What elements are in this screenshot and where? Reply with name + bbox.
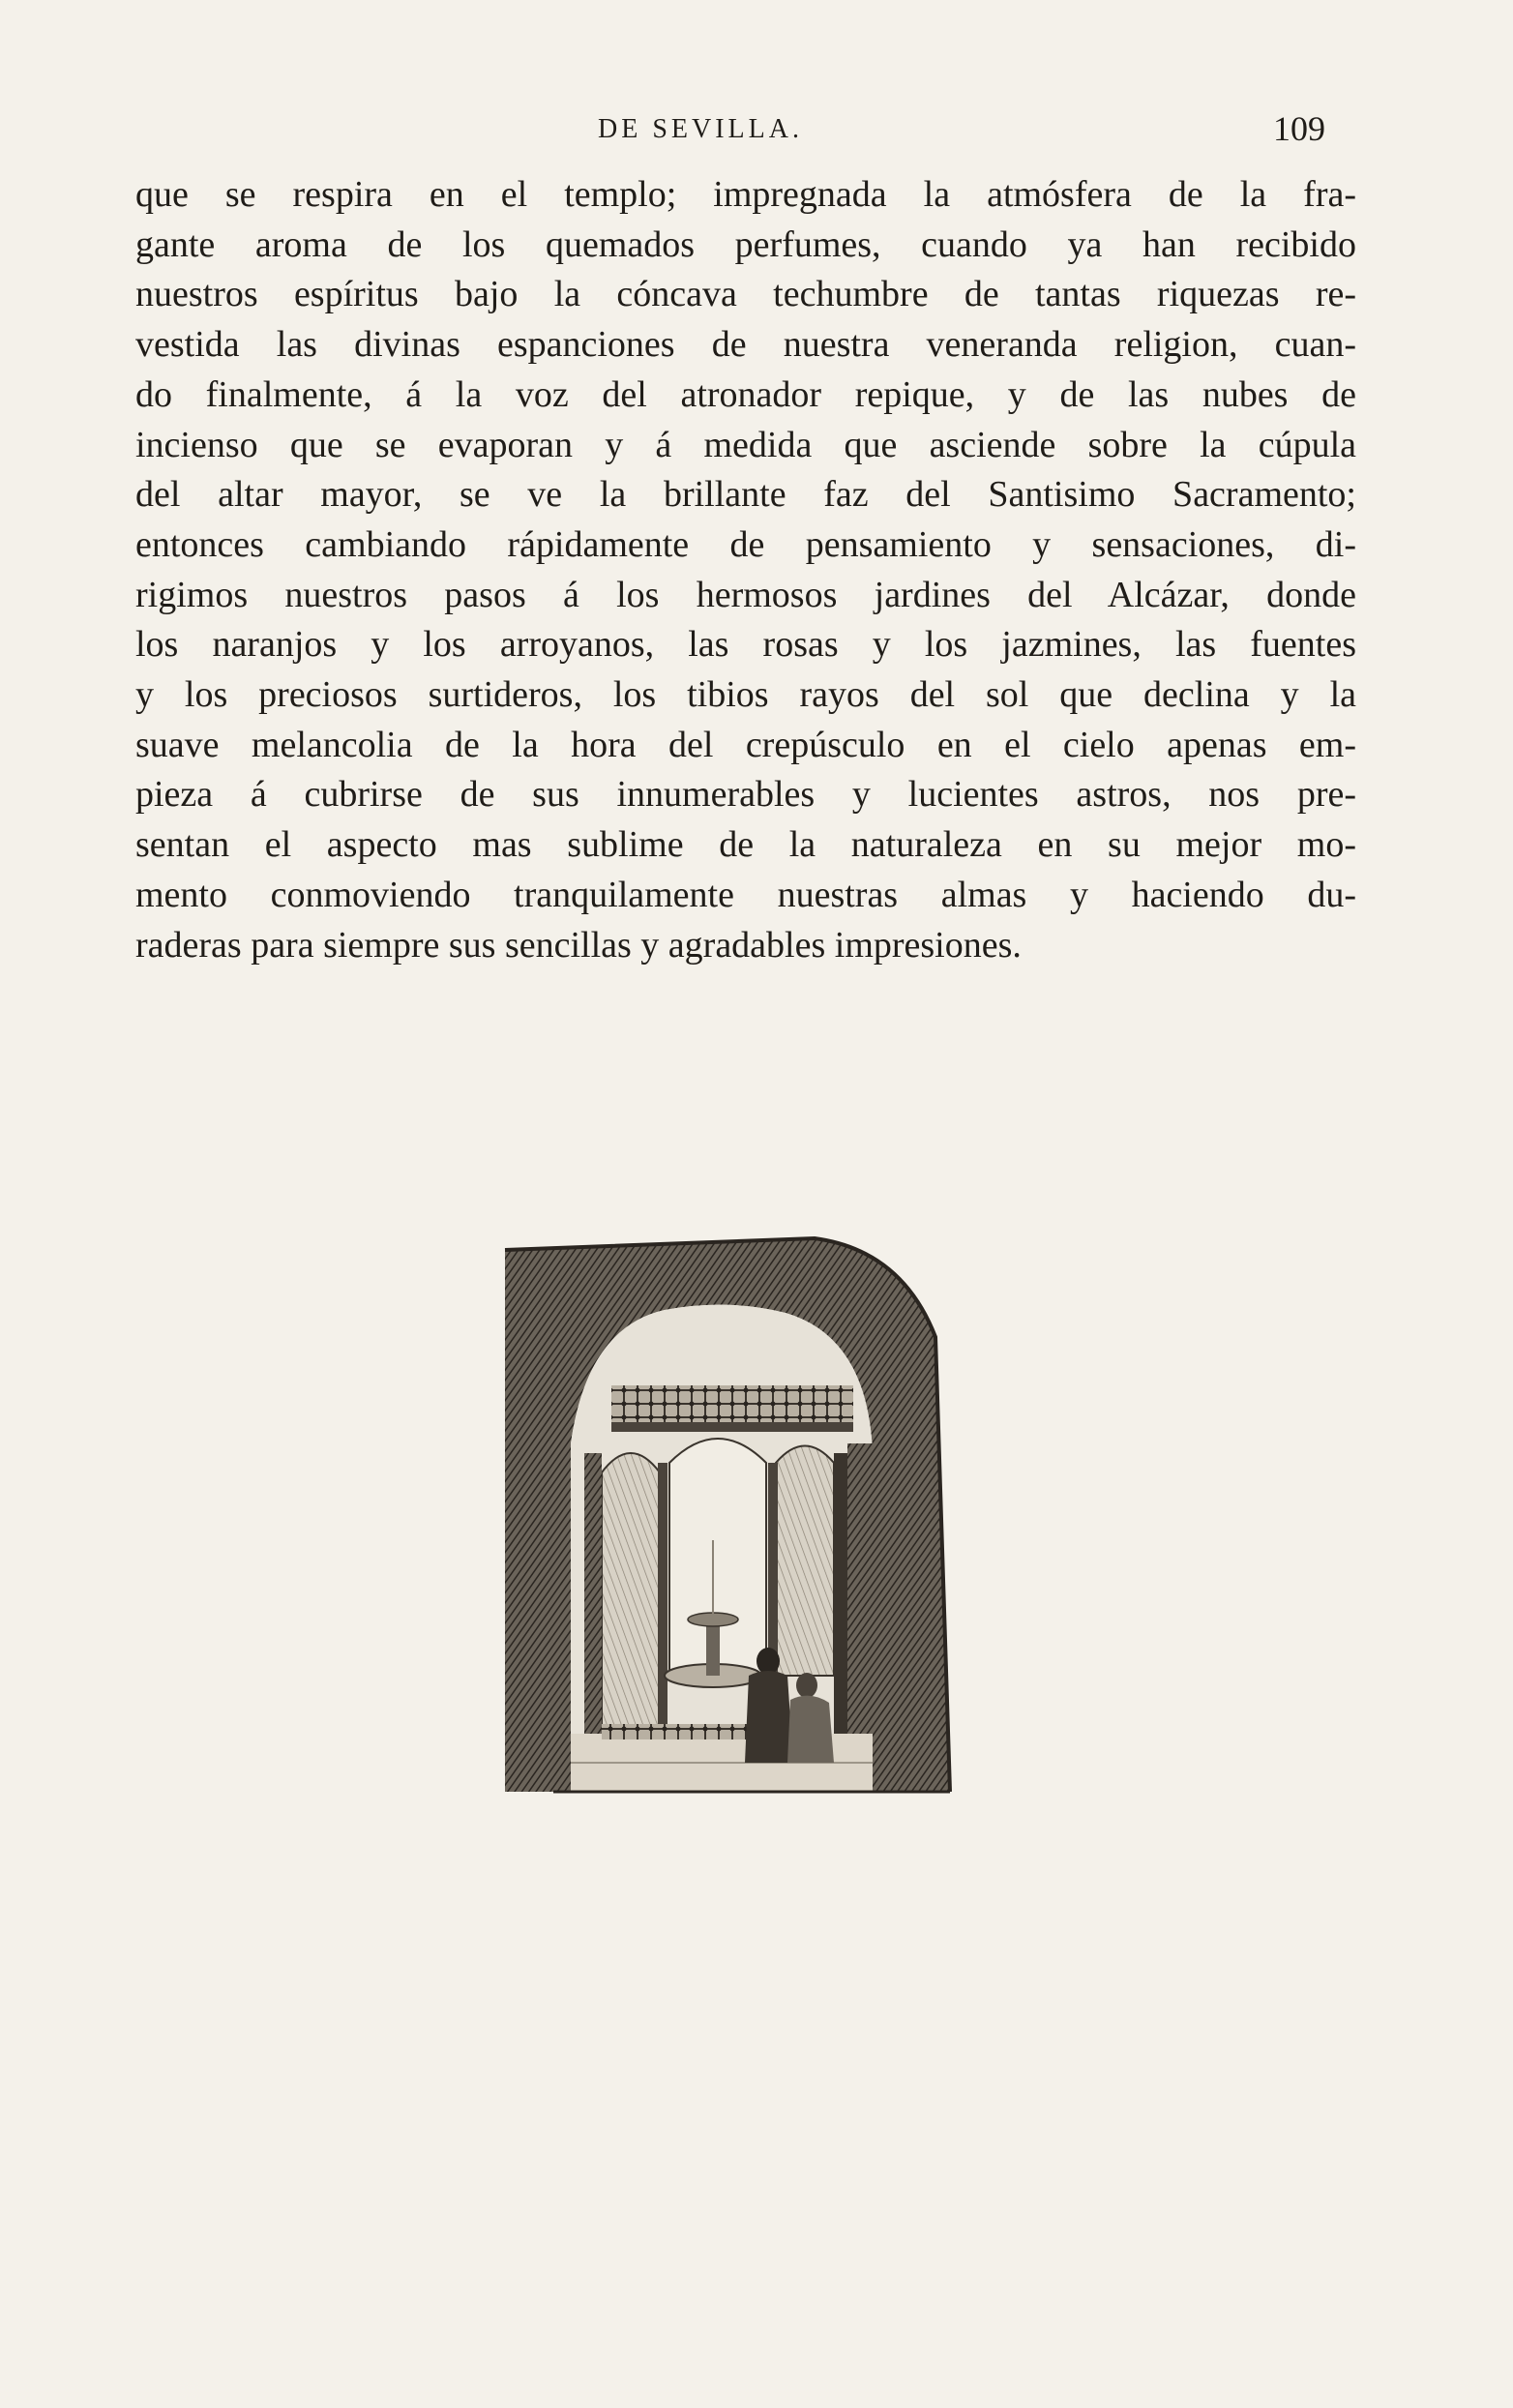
text-line: rigimos nuestros pasos á los hermosos jardines del Alcázar, donde (135, 574, 1356, 615)
text-line: y los preciosos surtideros, los tibios rayos del sol que declina y la (135, 674, 1356, 716)
text-line: del altar mayor, se ve la brillante faz del Santisimo Sacramento; (135, 474, 1356, 516)
text-line: los naranjos y los arroyanos, las rosas y los jazmines, las fuentes (135, 624, 1356, 666)
text-line: gante aroma de los quemados perfumes, cuando ya han recibido (135, 223, 1356, 265)
text-line: raderas para siempre sus sencillas y agradables impresiones. (135, 924, 1022, 966)
text-line: sentan el aspecto mas sublime de la naturaleza en su mejor mo- (135, 824, 1356, 866)
running-title: DE SEVILLA. (598, 114, 803, 144)
text-line: que se respira en el templo; impregnada la atmósfera de la fra- (135, 174, 1356, 215)
text-line: incienso que se evaporan y á medida que asciende sobre la cúpula (135, 424, 1356, 465)
running-head (0, 109, 1513, 153)
text-line: do finalmente, á la voz del atronador repique, y de las nubes de (135, 373, 1356, 415)
body-paragraph (135, 170, 1356, 970)
text-line: mento conmoviendo tranquilamente nuestras almas y haciendo du- (135, 874, 1356, 915)
engraving-arch-courtyard-icon (495, 1221, 960, 1801)
text-line: entonces cambiando rápidamente de pensamiento y sensaciones, di- (135, 523, 1356, 565)
text-line: vestida las divinas espanciones de nuestra veneranda religion, cuan- (135, 324, 1356, 366)
engraving-illustration (495, 1221, 960, 1801)
page-number: 109 (1273, 109, 1325, 148)
text-line: suave melancolia de la hora del crepúsculo en el cielo apenas em- (135, 724, 1356, 765)
text-line: pieza á cubrirse de sus innumerables y lucientes astros, nos pre- (135, 774, 1356, 816)
text-line: nuestros espíritus bajo la cóncava techumbre de tantas riquezas re- (135, 274, 1356, 315)
